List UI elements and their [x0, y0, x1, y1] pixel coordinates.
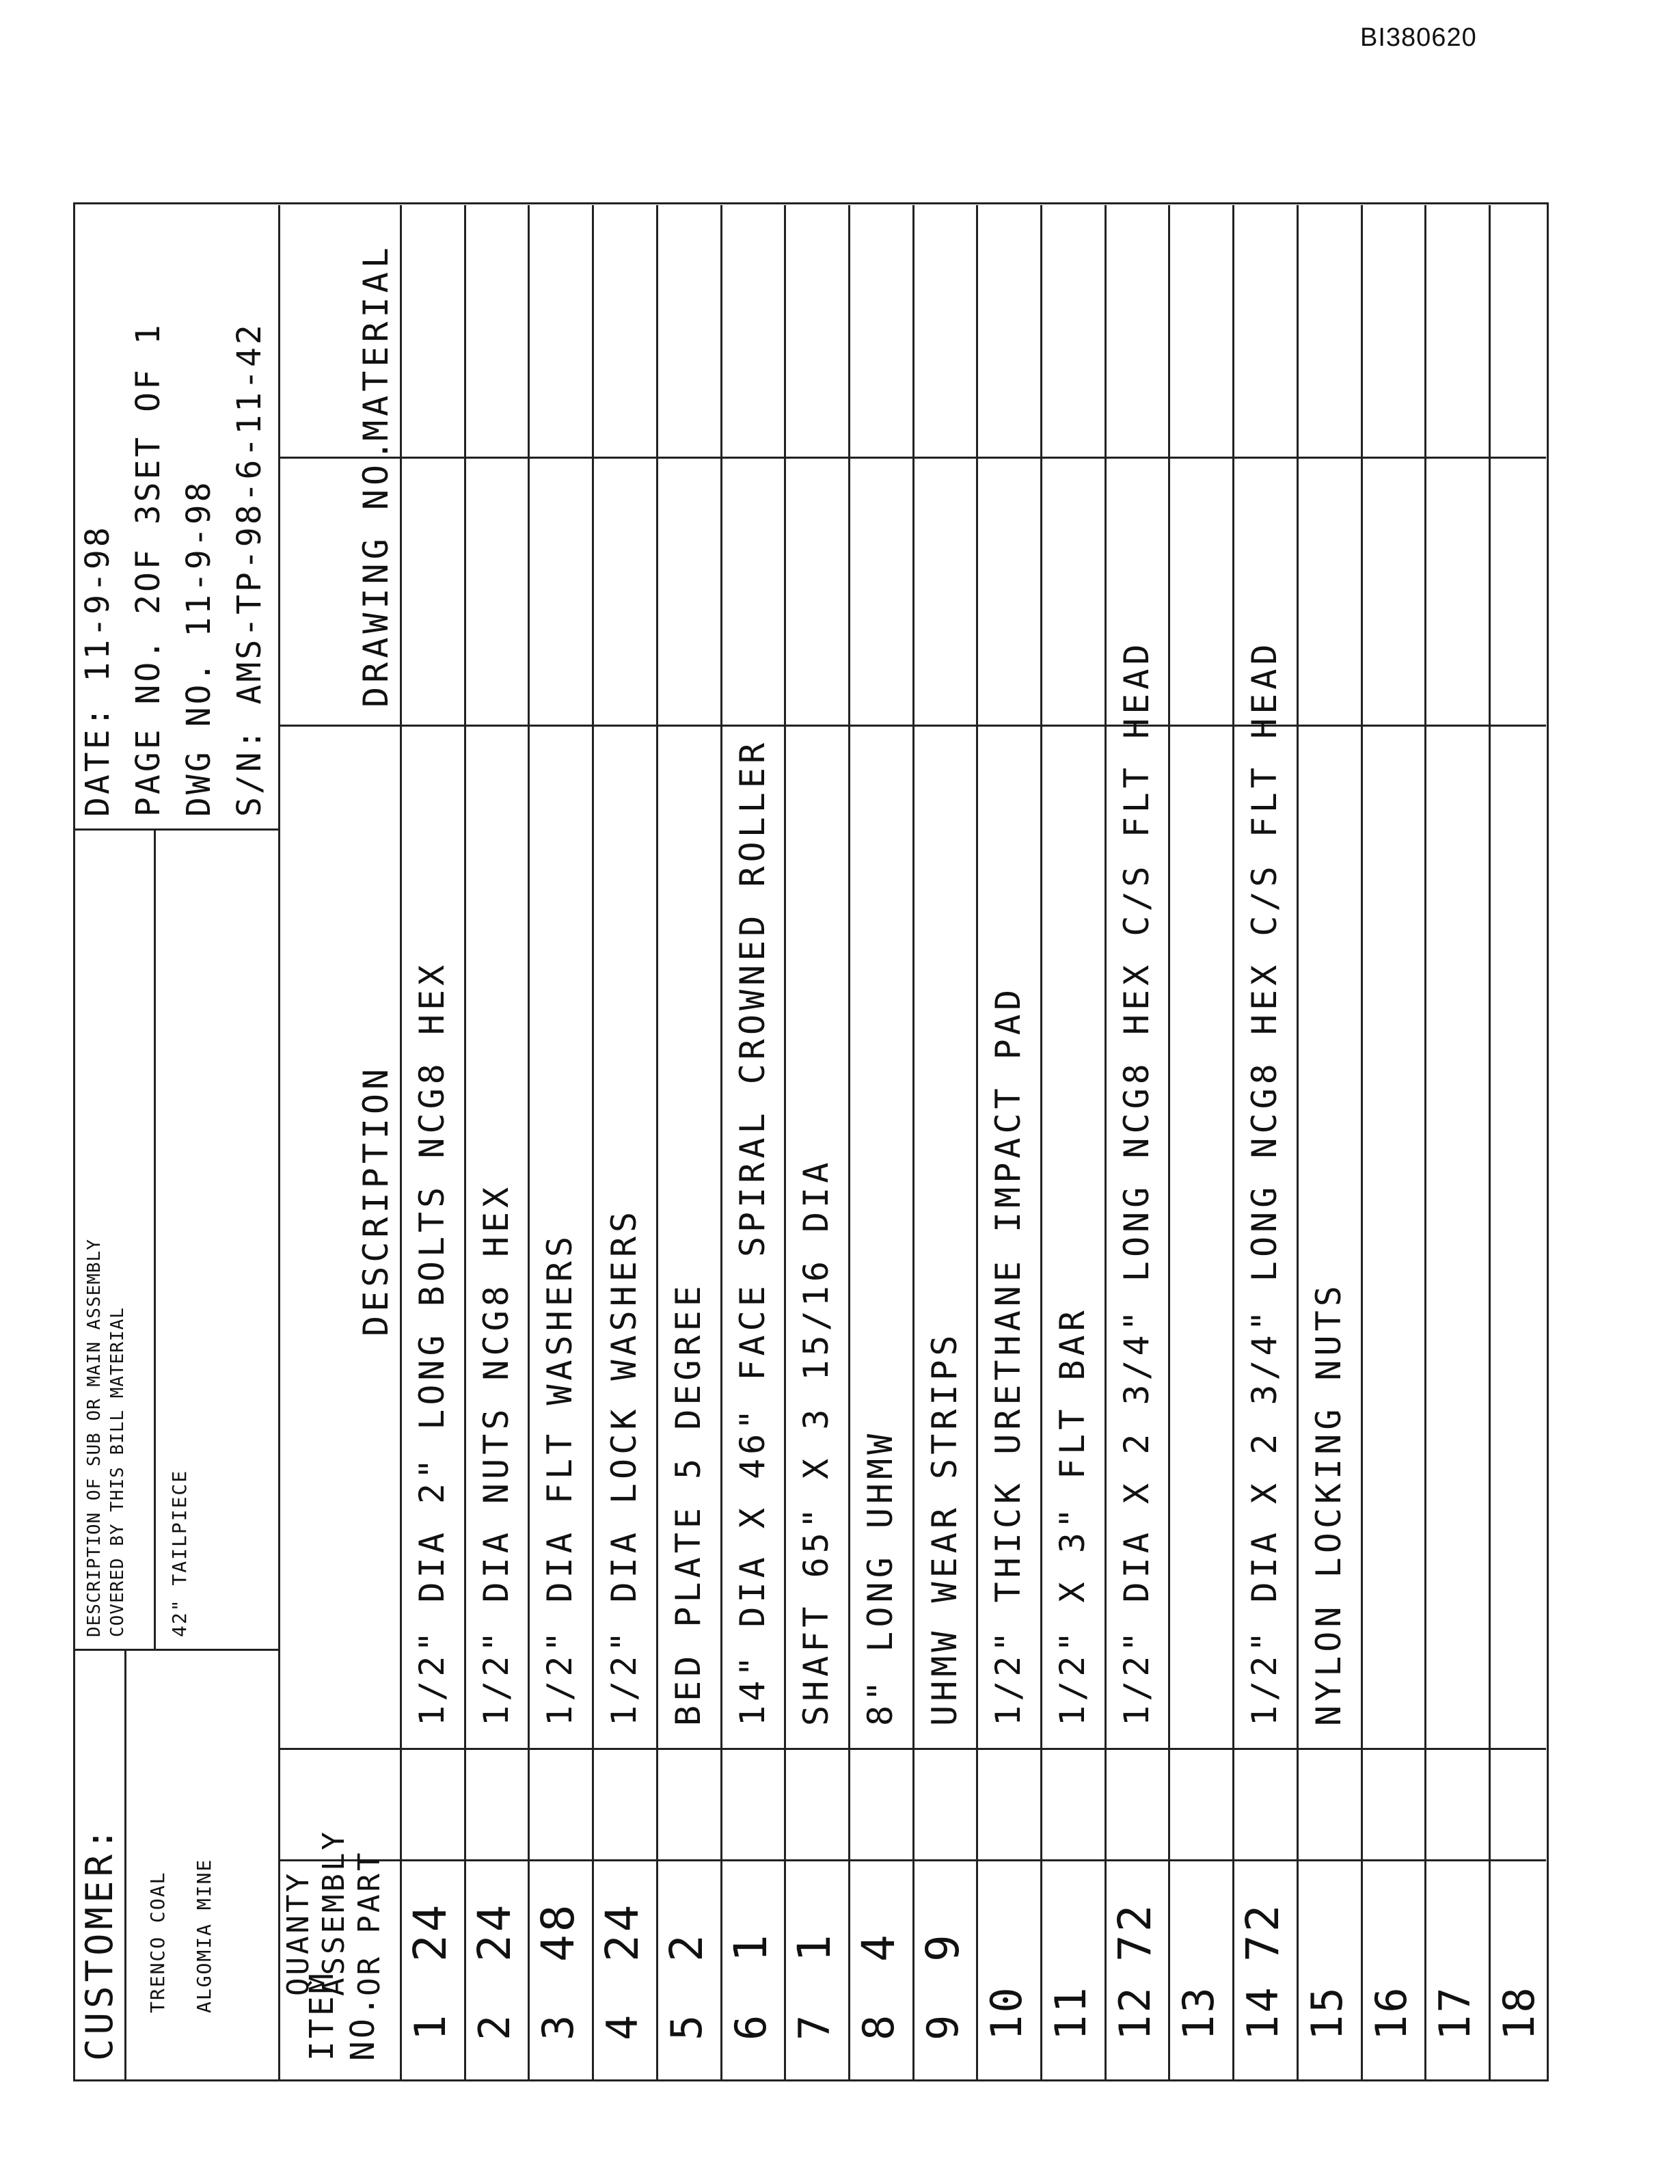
table-row: [1040, 205, 1105, 2081]
table-row: [1105, 205, 1169, 2081]
row-quantity: 24: [468, 1902, 521, 1962]
row-description: 14" DIA X 46" FACE SPIRAL CROWNED ROLLER: [732, 738, 772, 1726]
row-rule: [912, 205, 914, 2081]
row-description: 1/2" THICK URETHANE IMPACT PAD: [988, 985, 1029, 1726]
col-drawing-label: DRAWING NO.: [356, 435, 396, 707]
row-item-number: 4: [597, 2012, 648, 2040]
row-item-number: 3: [533, 2012, 584, 2040]
table-row: [912, 205, 977, 2081]
row-description: 1/2" DIA FLT WASHERS: [540, 1232, 580, 1726]
row-quantity: 4: [852, 1932, 905, 1962]
row-rule: [1040, 205, 1042, 2081]
row-rule: [848, 205, 850, 2081]
row-item-number: 9: [917, 2012, 968, 2040]
table-row: [1489, 205, 1553, 2081]
row-item-number: 10: [981, 1985, 1032, 2040]
col-qty-label-3: OR PART: [352, 1850, 387, 1996]
table-row: [784, 205, 848, 2081]
table-row: [976, 205, 1040, 2081]
row-description: 8" LONG UHMW: [860, 1429, 900, 1726]
row-rule: [976, 205, 978, 2081]
table-row: [528, 205, 592, 2081]
row-rule: [1168, 205, 1170, 2081]
row-quantity: 72: [1108, 1902, 1161, 1962]
row-quantity: 2: [660, 1932, 713, 1962]
row-quantity: 1: [724, 1932, 777, 1962]
row-description: 1/2" X 3" FLT BAR: [1053, 1306, 1092, 1726]
row-rule: [1489, 205, 1491, 2081]
row-quantity: 72: [1236, 1902, 1290, 1962]
row-description: 1/2" DIA NUTS NCG8 HEX: [476, 1183, 516, 1726]
row-item-number: 1: [405, 2012, 455, 2040]
assembly-name: 42" TAILPIECE: [168, 1469, 191, 1637]
row-quantity: 9: [916, 1932, 969, 1962]
row-description: 1/2" DIA 2" LONG BOLTS NCG8 HEX: [412, 960, 452, 1726]
header-bottom-rule: [278, 205, 280, 2081]
col-item-label-2: NO.: [344, 1993, 382, 2061]
row-item-number: 5: [661, 2012, 712, 2040]
row-quantity: 24: [404, 1902, 457, 1962]
row-item-number: 7: [789, 2012, 840, 2040]
row-rule: [1297, 205, 1299, 2081]
customer-label: CUSTOMER:: [78, 1824, 121, 2061]
table-row: [1168, 205, 1232, 2081]
row-item-number: 11: [1046, 1985, 1096, 2040]
row-item-number: 14: [1238, 1985, 1288, 2040]
row-quantity: 48: [532, 1902, 585, 1962]
row-item-number: 2: [469, 2012, 519, 2040]
row-item-number: 13: [1174, 1985, 1224, 2040]
row-description: 1/2" DIA LOCK WASHERS: [604, 1207, 645, 1726]
row-item-number: 8: [853, 2012, 904, 2040]
row-rule: [720, 205, 722, 2081]
row-rule: [528, 205, 530, 2081]
customer-rule: [124, 1651, 126, 2081]
header-divider-2: [73, 828, 278, 831]
row-item-number: 15: [1301, 1985, 1352, 2040]
row-rule: [1424, 205, 1426, 2081]
sheet-date: DATE: 11-9-98: [79, 524, 117, 817]
row-description: NYLON LOCKING NUTS: [1308, 1282, 1349, 1726]
customer-name: TRENCO COAL: [146, 1871, 169, 2013]
col-description-label: DESCRIPTION: [356, 1064, 396, 1336]
row-rule: [656, 205, 658, 2081]
customer-site: ALGOMIA MINE: [193, 1858, 215, 2013]
table-row: [1361, 205, 1425, 2081]
row-item-number: 16: [1366, 1985, 1416, 2040]
assembly-desc-label-1: DESCRIPTION OF SUB OR MAIN ASSEMBLY: [84, 1239, 105, 1637]
serial-number: S/N: AMS-TP-98-6-11-42: [230, 322, 269, 817]
table-row: [464, 205, 528, 2081]
row-item-number: 18: [1493, 1985, 1544, 2040]
page-number: PAGE NO. 2OF 3SET OF 1: [129, 322, 167, 817]
table-row: [592, 205, 656, 2081]
assembly-rule: [154, 831, 156, 1651]
row-description: 1/2" DIA X 2 3/4" LONG NCG8 HEX C/S FLT HEAD: [1245, 640, 1285, 1726]
col-material-label: MATERIAL: [356, 243, 396, 441]
row-rule: [1232, 205, 1234, 2081]
table-row: [1424, 205, 1489, 2081]
assembly-desc-label-2: COVERED BY THIS BILL MATERIAL: [107, 1307, 128, 1637]
table-row: [1297, 205, 1361, 2081]
row-quantity: 1: [788, 1932, 841, 1962]
row-item-number: 6: [725, 2012, 776, 2040]
table-row: [656, 205, 720, 2081]
col-qty-label-2: ASSEMBLY: [316, 1829, 351, 1996]
table-row: [720, 205, 785, 2081]
document-id: BI380620: [1360, 23, 1477, 52]
row-description: UHMW WEAR STRIPS: [924, 1331, 964, 1726]
row-rule: [1361, 205, 1363, 2081]
table-row: [400, 205, 464, 2081]
row-description: SHAFT 65" X 3 15/16 DIA: [796, 1158, 837, 1726]
row-rule: [784, 205, 786, 2081]
row-rule: [592, 205, 594, 2081]
header-divider-1: [73, 1649, 278, 1651]
row-description: BED PLATE 5 DEGREE: [668, 1282, 708, 1726]
table-row: [848, 205, 912, 2081]
col-item-label-1: ITEM: [303, 1971, 341, 2061]
table-row: [1232, 205, 1297, 2081]
row-description: 1/2" DIA X 2 3/4" LONG NCG8 HEX C/S FLT HEAD: [1116, 640, 1156, 1726]
row-rule: [1105, 205, 1107, 2081]
row-rule: [464, 205, 466, 2081]
col-qty-label-1: QUANTY: [281, 1871, 316, 1996]
row-item-number: 12: [1109, 1985, 1160, 2040]
bill-of-material-sheet: [73, 205, 1546, 2081]
drawing-number: DWG NO. 11-9-98: [180, 479, 218, 817]
row-item-number: 17: [1430, 1985, 1480, 2040]
row-quantity: 24: [596, 1902, 649, 1962]
